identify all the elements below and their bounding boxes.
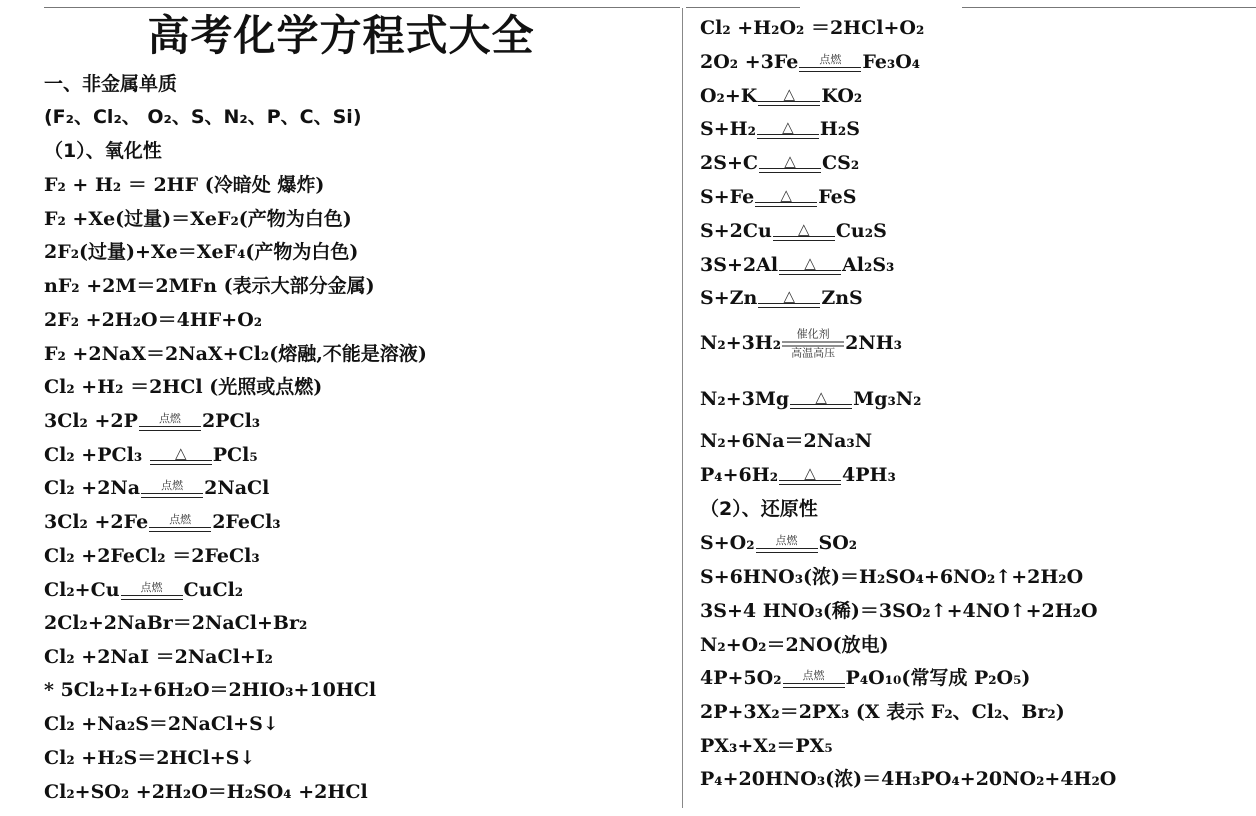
reaction-condition-label: 点燃 <box>819 52 842 66</box>
reaction-condition-label: 点燃 <box>140 580 163 594</box>
reaction-condition-arrow <box>141 480 203 499</box>
equation-reactants: 3Cl₂ +2Fe <box>44 511 149 533</box>
equation-products: 2NaCl <box>204 477 270 499</box>
equation-reactants: S+Fe <box>700 186 755 208</box>
column-divider <box>682 8 683 808</box>
equation-products: Al₂S₃ <box>842 254 895 276</box>
equation-products: Fe₃O₄ <box>862 51 921 73</box>
equation-reactants: S+H₂ <box>700 118 756 140</box>
reaction-condition-label: △ <box>783 84 796 103</box>
reaction-condition-label: 催化剂 <box>796 327 830 341</box>
equation-products: SO₂ <box>818 532 858 554</box>
reaction-condition-label: △ <box>798 219 810 238</box>
reaction-condition-arrow <box>757 117 819 140</box>
reaction-condition-label: 点燃 <box>169 512 192 526</box>
equation-line <box>700 329 902 360</box>
equation-line <box>700 184 856 210</box>
reaction-condition-arrow <box>790 387 852 410</box>
equation-products: 2FeCl₃ <box>212 511 281 533</box>
equation-line <box>700 49 920 75</box>
reaction-condition-label-bottom: 高温高压 <box>791 346 836 360</box>
subsection-heading: （2）、还原性 <box>700 498 818 520</box>
equation-line <box>700 116 860 142</box>
reaction-condition-arrow <box>149 514 211 533</box>
equation-line: F₂ +2NaX＝2NaX+Cl₂(熔融,不能是溶液) <box>44 343 427 365</box>
equation-products: P₄O₁₀(常写成 P₂O₅) <box>845 667 1031 689</box>
equation-products: CuCl₂ <box>183 579 244 601</box>
equation-reactants: Cl₂ +PCl₃ <box>44 444 149 466</box>
equals-double-line <box>149 527 211 532</box>
equation-line: 3S+4 HNO₃(稀)＝3SO₂↑+4NO↑+2H₂O <box>700 600 1098 622</box>
equals-double-line <box>121 595 183 600</box>
equation-line: F₂ + H₂ ＝ 2HF (冷暗处 爆炸) <box>44 174 325 196</box>
equation-line <box>700 150 859 176</box>
equation-reactants: 3Cl₂ +2P <box>44 410 138 432</box>
equals-double-line <box>759 168 821 173</box>
equation-line: Cl₂ +2NaI ＝2NaCl+I₂ <box>44 646 273 668</box>
equals-double-line <box>773 236 835 241</box>
equation-reactants: 4P+5O₂ <box>700 667 782 689</box>
equation-products: Mg₃N₂ <box>853 388 922 410</box>
equals-double-line <box>757 134 819 139</box>
reaction-condition-label: △ <box>804 463 816 482</box>
reaction-condition-arrow <box>139 413 201 432</box>
equation-reactants: S+Zn <box>700 287 758 309</box>
equation-line: Cl₂ +H₂ ＝2HCl (光照或点燃) <box>44 376 323 398</box>
equation-line: * 5Cl₂+I₂+6H₂O＝2HIO₃+10HCl <box>44 679 377 701</box>
reaction-condition-arrow <box>779 253 841 276</box>
equation-line <box>700 83 862 109</box>
reaction-condition-label: 点燃 <box>161 478 184 492</box>
reaction-condition-arrow <box>121 582 183 601</box>
equation-products: KO₂ <box>821 85 863 107</box>
reaction-condition-arrow <box>755 185 817 208</box>
equation-line: N₂+6Na＝2Na₃N <box>700 430 873 452</box>
top-rule-right <box>686 7 800 8</box>
equation-reactants: O₂+K <box>700 85 758 107</box>
top-rule-far-right <box>962 7 1256 8</box>
equation-reactants: N₂+3Mg <box>700 388 790 410</box>
equals-double-line <box>150 460 212 465</box>
equation-reactants: Cl₂ +2Na <box>44 477 141 499</box>
equation-line <box>44 408 260 434</box>
equation-line: 2F₂ +2H₂O＝4HF+O₂ <box>44 309 263 331</box>
equation-line: N₂+O₂＝2NO(放电) <box>700 634 889 656</box>
reaction-condition-arrow <box>759 151 821 174</box>
reaction-condition-label: △ <box>782 117 794 136</box>
equation-line: S+6HNO₃(浓)＝H₂SO₄+6NO₂↑+2H₂O <box>700 566 1084 588</box>
equation-products: ZnS <box>821 287 863 309</box>
equals-double-line <box>139 426 201 431</box>
equation-products: Cu₂S <box>835 220 887 242</box>
page-title: 高考化学方程式大全 <box>147 11 535 60</box>
equation-line <box>44 475 269 501</box>
equation-line <box>700 386 921 412</box>
equation-line: Cl₂+SO₂ +2H₂O＝H₂SO₄ +2HCl <box>44 781 368 803</box>
reaction-condition-label: 点燃 <box>775 533 798 547</box>
reaction-condition-label: △ <box>815 387 827 406</box>
equation-line <box>44 509 281 535</box>
equation-reactants: N₂+3H₂ <box>700 332 782 354</box>
equation-reactants: 2O₂ +3Fe <box>700 51 799 73</box>
equation-line: F₂ +Xe(过量)＝XeF₂(产物为白色) <box>44 208 352 230</box>
equation-products: 2NH₃ <box>845 332 902 354</box>
reaction-condition-arrow <box>756 535 818 554</box>
equals-double-line <box>758 101 820 106</box>
equation-line <box>700 665 1030 691</box>
equation-products: PCl₅ <box>212 444 258 466</box>
equation-reactants: S+2Cu <box>700 220 772 242</box>
equation-line <box>700 530 857 556</box>
reaction-condition-arrow <box>150 443 212 466</box>
equation-line <box>700 285 863 311</box>
reaction-condition-label: △ <box>783 286 796 305</box>
equals-double-line <box>779 270 841 275</box>
equation-products: 4PH₃ <box>842 464 896 486</box>
reaction-condition-arrow <box>783 670 845 689</box>
equation-line: 2F₂(过量)+Xe＝XeF₄(产物为白色) <box>44 241 359 263</box>
equation-line: nF₂ +2M＝2MFn (表示大部分金属) <box>44 275 375 297</box>
equals-double-line <box>783 683 845 688</box>
equation-line: PX₃+X₂＝PX₅ <box>700 735 833 757</box>
subsection-heading: （1）、氧化性 <box>44 140 162 162</box>
equation-line <box>700 252 894 278</box>
reaction-condition-arrow <box>799 54 861 73</box>
reaction-condition-arrow <box>758 84 820 107</box>
equals-double-line <box>755 202 817 207</box>
equation-reactants: 3S+2Al <box>700 254 779 276</box>
element-group: (F₂、Cl₂、 O₂、S、N₂、P、C、Si) <box>44 106 362 128</box>
equation-reactants: Cl₂+Cu <box>44 579 120 601</box>
reaction-condition-label: △ <box>804 253 816 272</box>
equation-reactants: S+O₂ <box>700 532 755 554</box>
equals-double-line <box>141 493 203 498</box>
reaction-condition-arrow <box>782 329 844 360</box>
equation-line: 2Cl₂+2NaBr＝2NaCl+Br₂ <box>44 612 308 634</box>
reaction-condition-label: △ <box>780 185 792 204</box>
equation-line: Cl₂ +2FeCl₂ ＝2FeCl₃ <box>44 545 260 567</box>
equation-line: 2P+3X₂＝2PX₃ (X 表示 F₂、Cl₂、Br₂) <box>700 701 1065 723</box>
reaction-condition-arrow <box>773 219 835 242</box>
equation-products: CS₂ <box>821 152 860 174</box>
equation-reactants: P₄+6H₂ <box>700 464 779 486</box>
equation-line <box>44 577 243 603</box>
equals-double-line <box>799 67 861 72</box>
equals-double-line <box>756 548 818 553</box>
reaction-condition-label: △ <box>174 443 187 462</box>
equals-double-line <box>779 480 841 485</box>
reaction-condition-label: 点燃 <box>802 668 825 682</box>
equals-double-line <box>790 404 852 409</box>
equation-line: Cl₂ +Na₂S＝2NaCl+S↓ <box>44 713 279 735</box>
equation-line: Cl₂ +H₂S＝2HCl+S↓ <box>44 747 256 769</box>
equation-products: 2PCl₃ <box>201 410 261 432</box>
equation-line <box>700 218 887 244</box>
equation-line: P₄+20HNO₃(浓)＝4H₃PO₄+20NO₂+4H₂O <box>700 768 1117 790</box>
equation-line <box>700 462 896 488</box>
equation-products: FeS <box>818 186 857 208</box>
equation-line: Cl₂ +H₂O₂ ＝2HCl+O₂ <box>700 17 925 39</box>
equation-reactants: 2S+C <box>700 152 758 174</box>
reaction-condition-label: 点燃 <box>158 411 181 425</box>
reaction-condition-arrow <box>758 286 820 309</box>
reaction-condition-label: △ <box>784 151 796 170</box>
equation-products: H₂S <box>819 118 860 140</box>
section-heading: 一、非金属单质 <box>44 73 178 95</box>
equals-double-line <box>758 303 820 308</box>
reaction-condition-arrow <box>779 463 841 486</box>
equation-line <box>44 442 258 468</box>
